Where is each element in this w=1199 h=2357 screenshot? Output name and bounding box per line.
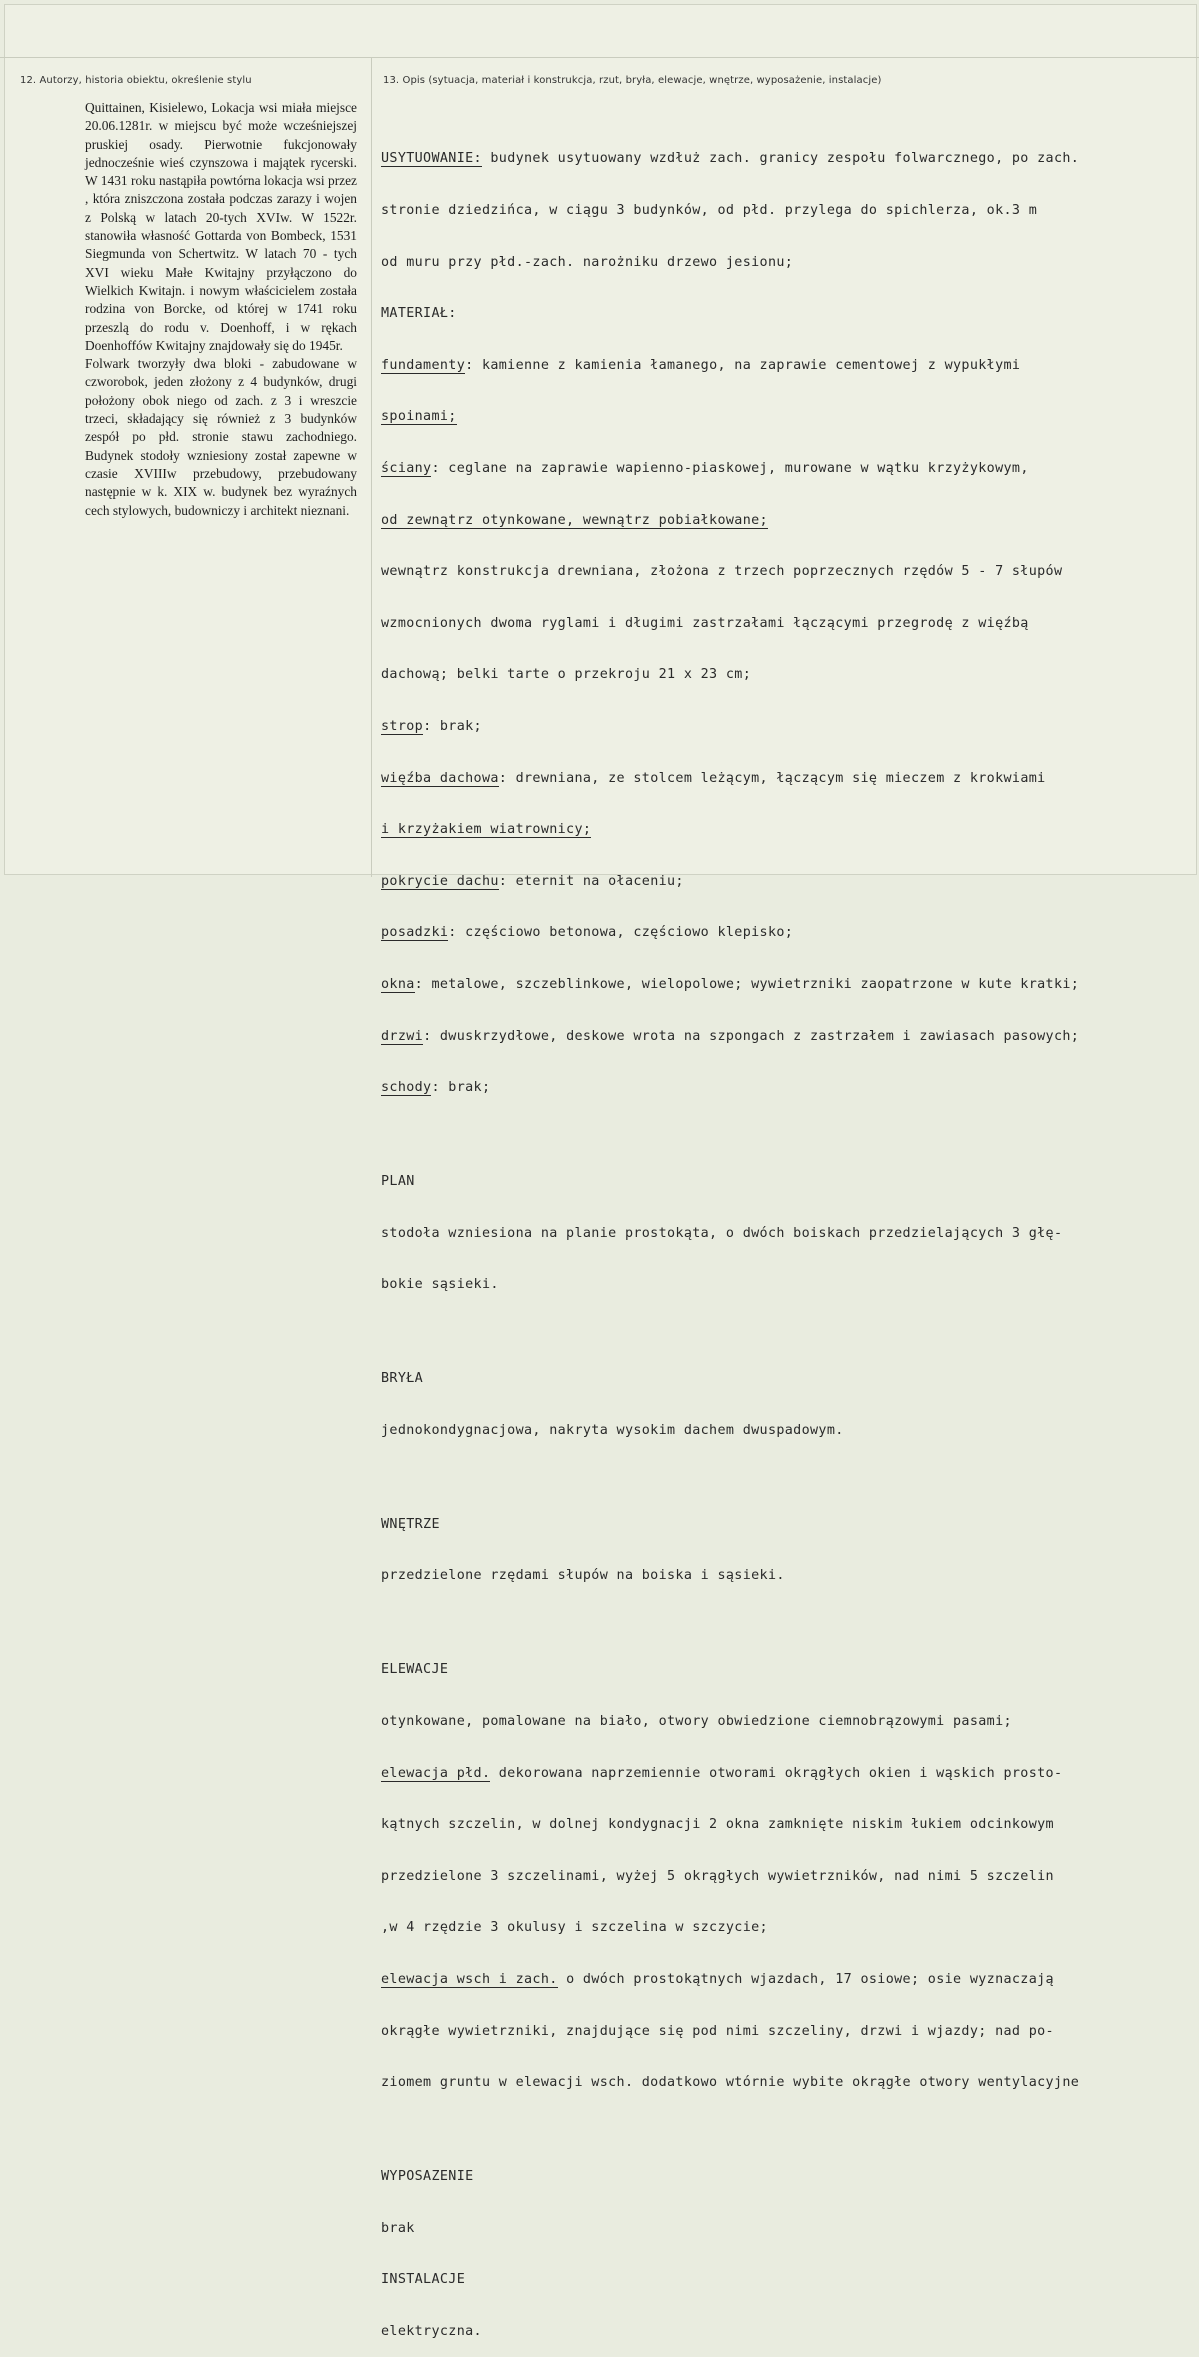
sciany-label: ściany — [381, 460, 432, 476]
desc-line: schody: brak; — [381, 1080, 491, 1096]
desc-line: od muru przy płd.-zach. narożniku drzewo jesionu; — [381, 254, 794, 270]
desc-line: i krzyżakiem wiatrownicy; — [381, 822, 592, 838]
desc-line: kątnych szczelin, w dolnej kondygnacji 2 okna zamknięte niskim łukiem odcinkowym — [381, 1817, 1054, 1833]
usytuowanie-label: USYTUOWANIE: — [381, 151, 482, 167]
material-label: MATERIAŁ: — [381, 306, 457, 322]
desc-line: ściany: ceglane na zaprawie wapienno-piaskowej, murowane w wątku krzyżykowym, — [381, 460, 1029, 476]
pokrycie-label: pokrycie dachu — [381, 873, 499, 889]
desc-line: brak — [381, 2220, 415, 2236]
posadzki-label: posadzki — [381, 925, 449, 941]
elewacja-wsch-zach-label: elewacja wsch i zach. — [381, 1972, 558, 1988]
desc-line: ziomem gruntu w elewacji wsch. dodatkowo wtórnie wybite okrągłe otwory wentylacyjne — [381, 2075, 1080, 2091]
desc-line: wewnątrz konstrukcja drewniana, złożona z trzech poprzecznych rzędów 5 - 7 słupów — [381, 564, 1063, 580]
wyposazenie-label: WYPOSAZENIE — [381, 2169, 474, 2185]
fundamenty-label: fundamenty — [381, 357, 466, 373]
wiezba-label: więźba dachowa — [381, 770, 499, 786]
desc-line: elewacja wsch i zach. o dwóch prostokątnych wjazdach, 17 osiowe; osie wyznaczają — [381, 1972, 1054, 1988]
elewacja-pld-label: elewacja płd. — [381, 1765, 491, 1781]
history-paragraph: Folwark tworzyły dwa bloki - zabudowane w czworobok, jeden złożony z 4 budynków, drugi położony obok niego od zach. z 3 i wreszcie trzeci, składający się również z 3 budynków zespół po płd. stronie stawu zachodniego. Budynek stodoły wzniesiony został zapewne w czasie XVIIIw przebudowy, przebudowany następnie w k. XIX w. budynek bez wyraźnych cech stylowych, budowniczy i architekt nieznani. — [85, 356, 357, 518]
desc-line: przedzielone 3 szczelinami, wyżej 5 okrągłych wywietrzników, nad nimi 5 szczelin — [381, 1868, 1054, 1884]
desc-line: spoinami; — [381, 409, 457, 425]
desc-line: elewacja płd. dekorowana naprzemiennie otworami okrągłych okien i wąskich prosto- — [381, 1765, 1063, 1781]
desc-line: od zewnątrz otynkowane, wewnątrz pobiałkowane; — [381, 512, 768, 528]
desc-line: pokrycie dachu: eternit na ołaceniu; — [381, 873, 684, 889]
plan-label: PLAN — [381, 1174, 415, 1190]
history-text — [85, 99, 357, 520]
desc-line: wzmocnionych dwoma ryglami i długimi zastrzałami łączącymi przegrodę z więźbą — [381, 615, 1029, 631]
drzwi-label: drzwi — [381, 1028, 424, 1044]
desc-line: USYTUOWANIE: budynek usytuowany wzdłuż zach. granicy zespołu folwarcznego, po zach. — [381, 151, 1080, 167]
desc-line: dachową; belki tarte o przekroju 21 x 23 cm; — [381, 667, 752, 683]
desc-line: stodoła wzniesiona na planie prostokąta, o dwóch boiskach przedzielających 3 głę- — [381, 1225, 1063, 1241]
bryla-label: BRYŁA — [381, 1371, 424, 1387]
elewacje-label: ELEWACJE — [381, 1662, 449, 1678]
desc-line: posadzki: częściowo betonowa, częściowo klepisko; — [381, 925, 794, 941]
desc-line: okna: metalowe, szczeblinkowe, wielopolowe; wywietrzniki zaopatrzone w kute kratki; — [381, 976, 1080, 992]
desc-line: fundamenty: kamienne z kamienia łamanego, na zaprawie cementowej z wypukłymi — [381, 357, 1021, 373]
desc-line: elektryczna. — [381, 2324, 482, 2339]
desc-line: strop: brak; — [381, 718, 482, 734]
desc-line: ,w 4 rzędzie 3 okulusy i szczelina w szczycie; — [381, 1920, 768, 1936]
okna-label: okna — [381, 976, 415, 992]
description-text — [381, 116, 1199, 2357]
desc-line: stronie dziedzińca, w ciągu 3 budynków, od płd. przylega do spichlerza, ok.3 m — [381, 203, 1038, 218]
section-12-heading: 12. Autorzy, historia obiektu, określenie stylu — [20, 75, 252, 86]
header-divider — [0, 57, 1199, 58]
desc-line: przedzielone rzędami słupów na boiska i sąsieki. — [381, 1568, 785, 1584]
desc-line: otynkowane, pomalowane na biało, otwory obwiedzione ciemnobrązowymi pasami; — [381, 1714, 1012, 1730]
wnetrze-label: WNĘTRZE — [381, 1516, 440, 1532]
desc-line: okrągłe wywietrzniki, znajdujące się pod nimi szczeliny, drzwi i wjazdy; nad po- — [381, 2023, 1054, 2039]
schody-label: schody — [381, 1080, 432, 1096]
desc-line: więźba dachowa: drewniana, ze stolcem leżącym, łączącym się mieczem z krokwiami — [381, 770, 1046, 786]
section-13-heading: 13. Opis (sytuacja, materiał i konstrukcja, rzut, bryła, elewacje, wnętrze, wyposażenie, instalacje) — [383, 75, 882, 86]
desc-line: drzwi: dwuskrzydłowe, deskowe wrota na szpongach z zastrzałem i zawiasach pasowych; — [381, 1028, 1080, 1044]
history-paragraph: Quittainen, Kisielewo, Lokacja wsi miała miejsce 20.06.1281r. w miejscu być może wcześniejszej pruskiej osady. Pierwotnie fukcjonowały jednocześnie wieś czynszowa i majątek rycerski. W 1431 roku nastąpiła powtórna lokacja wsi przez , która zniszczona została podczas zarazy i wojen z Polską w latach 20-tych XVIw. W 1522r. stanowiła własność Gottarda von Bombeck, 1531 Siegmunda von Schertwitz. W latach 70 - tych XVI wieku Małe Kwitajny przyłączono do Wielkich Kwitajn. i nowym właścicielem została rodzina von Borcke, od której w 1741 roku przeszlą do rodu v. Doenhoff, i w rękach Doenhoffów Kwitajny znajdowały się do 1945r. — [85, 100, 357, 353]
instalacje-label: INSTALACJE — [381, 2272, 466, 2288]
column-divider — [371, 57, 372, 877]
desc-line: bokie sąsieki. — [381, 1277, 499, 1293]
desc-line: jednokondygnacjowa, nakryta wysokim dachem dwuspadowym. — [381, 1422, 844, 1438]
strop-label: strop — [381, 718, 424, 734]
